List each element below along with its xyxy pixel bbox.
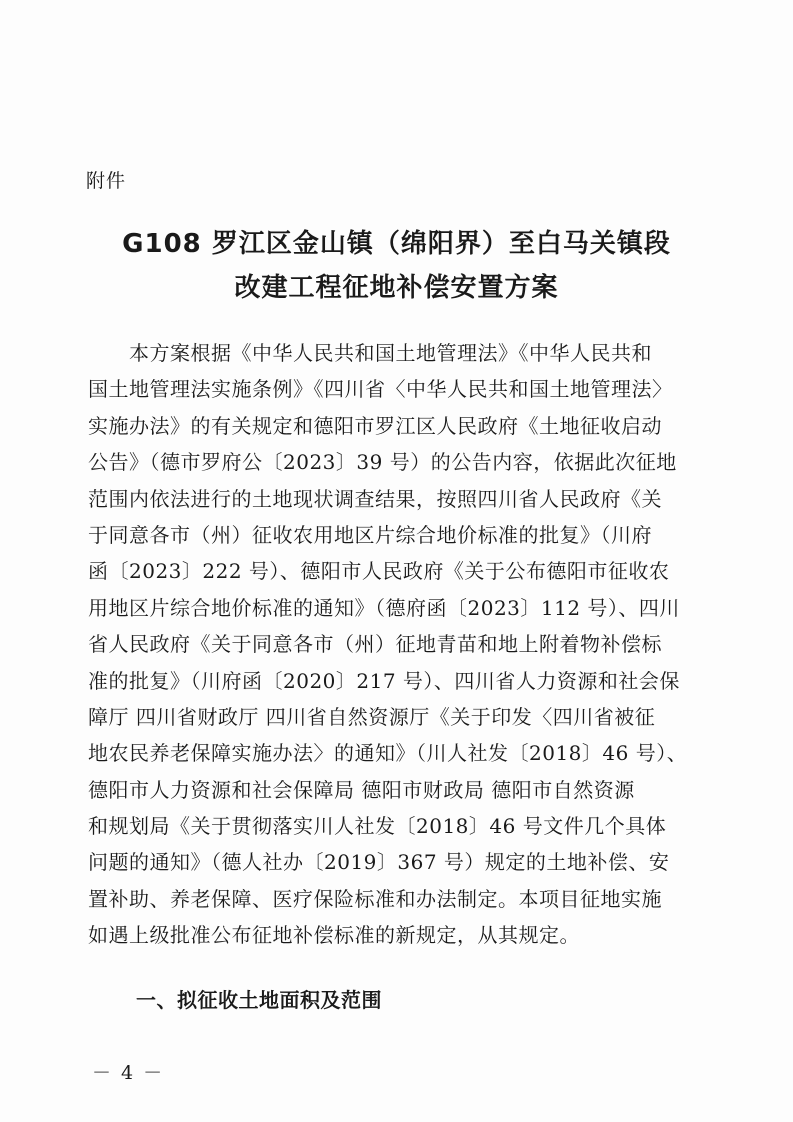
paragraph-line: 国土地管理法实施条例》《四川省〈中华人民共和国土地管理法〉: [88, 377, 673, 402]
body-paragraph: [88, 335, 708, 954]
attachment-label: 附件: [86, 170, 127, 192]
paragraph-line: 公告》（德市罗府公〔2023〕39 号）的公告内容，依据此次征地: [88, 450, 677, 475]
section-heading: 一、拟征收土地面积及范围: [136, 988, 382, 1012]
paragraph-line: 障厅 四川省财政厅 四川省自然资源厅《关于印发〈四川省被征: [88, 704, 656, 729]
paragraph-line: 函〔2023〕222 号）、德阳市人民政府《关于公布德阳市征收农: [88, 559, 670, 584]
paragraph-line: 如遇上级批准公布征地补偿标准的新规定，从其规定。: [88, 923, 580, 948]
paragraph-line: 地农民养老保障实施办法〉的通知》（川人社发〔2018〕46 号）、: [88, 741, 688, 766]
paragraph-line: 用地区片综合地价标准的通知》（德府函〔2023〕112 号）、四川: [88, 595, 680, 620]
paragraph-line: 准的批复》（川府函〔2020〕217 号）、四川省人力资源和社会保: [88, 668, 680, 693]
paragraph-line: 范围内依法进行的土地现状调查结果，按照四川省人民政府《关: [88, 486, 662, 511]
document-title-line-2: 改建工程征地补偿安置方案: [234, 273, 559, 303]
paragraph-line: 于同意各市（州）征收农用地区片综合地价标准的批复》（川府: [88, 522, 652, 547]
paragraph-line: 省人民政府《关于同意各市（州）征地青苗和地上附着物补偿标: [88, 632, 662, 657]
page-number: － 4 －: [92, 1062, 165, 1084]
paragraph-line: 和规划局《关于贯彻落实川人社发〔2018〕46 号文件几个具体: [88, 814, 667, 839]
document-title-line-1: G108 罗江区金山镇（绵阳界）至白马关镇段: [122, 229, 671, 259]
paragraph-line: 实施办法》的有关规定和德阳市罗江区人民政府《土地征收启动: [88, 413, 662, 438]
paragraph-line: 德阳市人力资源和社会保障局 德阳市财政局 德阳市自然资源: [88, 777, 635, 802]
paragraph-line: 置补助、养老保障、医疗保险标准和办法制定。本项目征地实施: [88, 886, 662, 911]
paragraph-line: 问题的通知》（德人社办〔2019〕367 号）规定的土地补偿、安: [88, 850, 670, 875]
paragraph-line: 本方案根据《中华人民共和国土地管理法》《中华人民共和: [88, 341, 652, 365]
